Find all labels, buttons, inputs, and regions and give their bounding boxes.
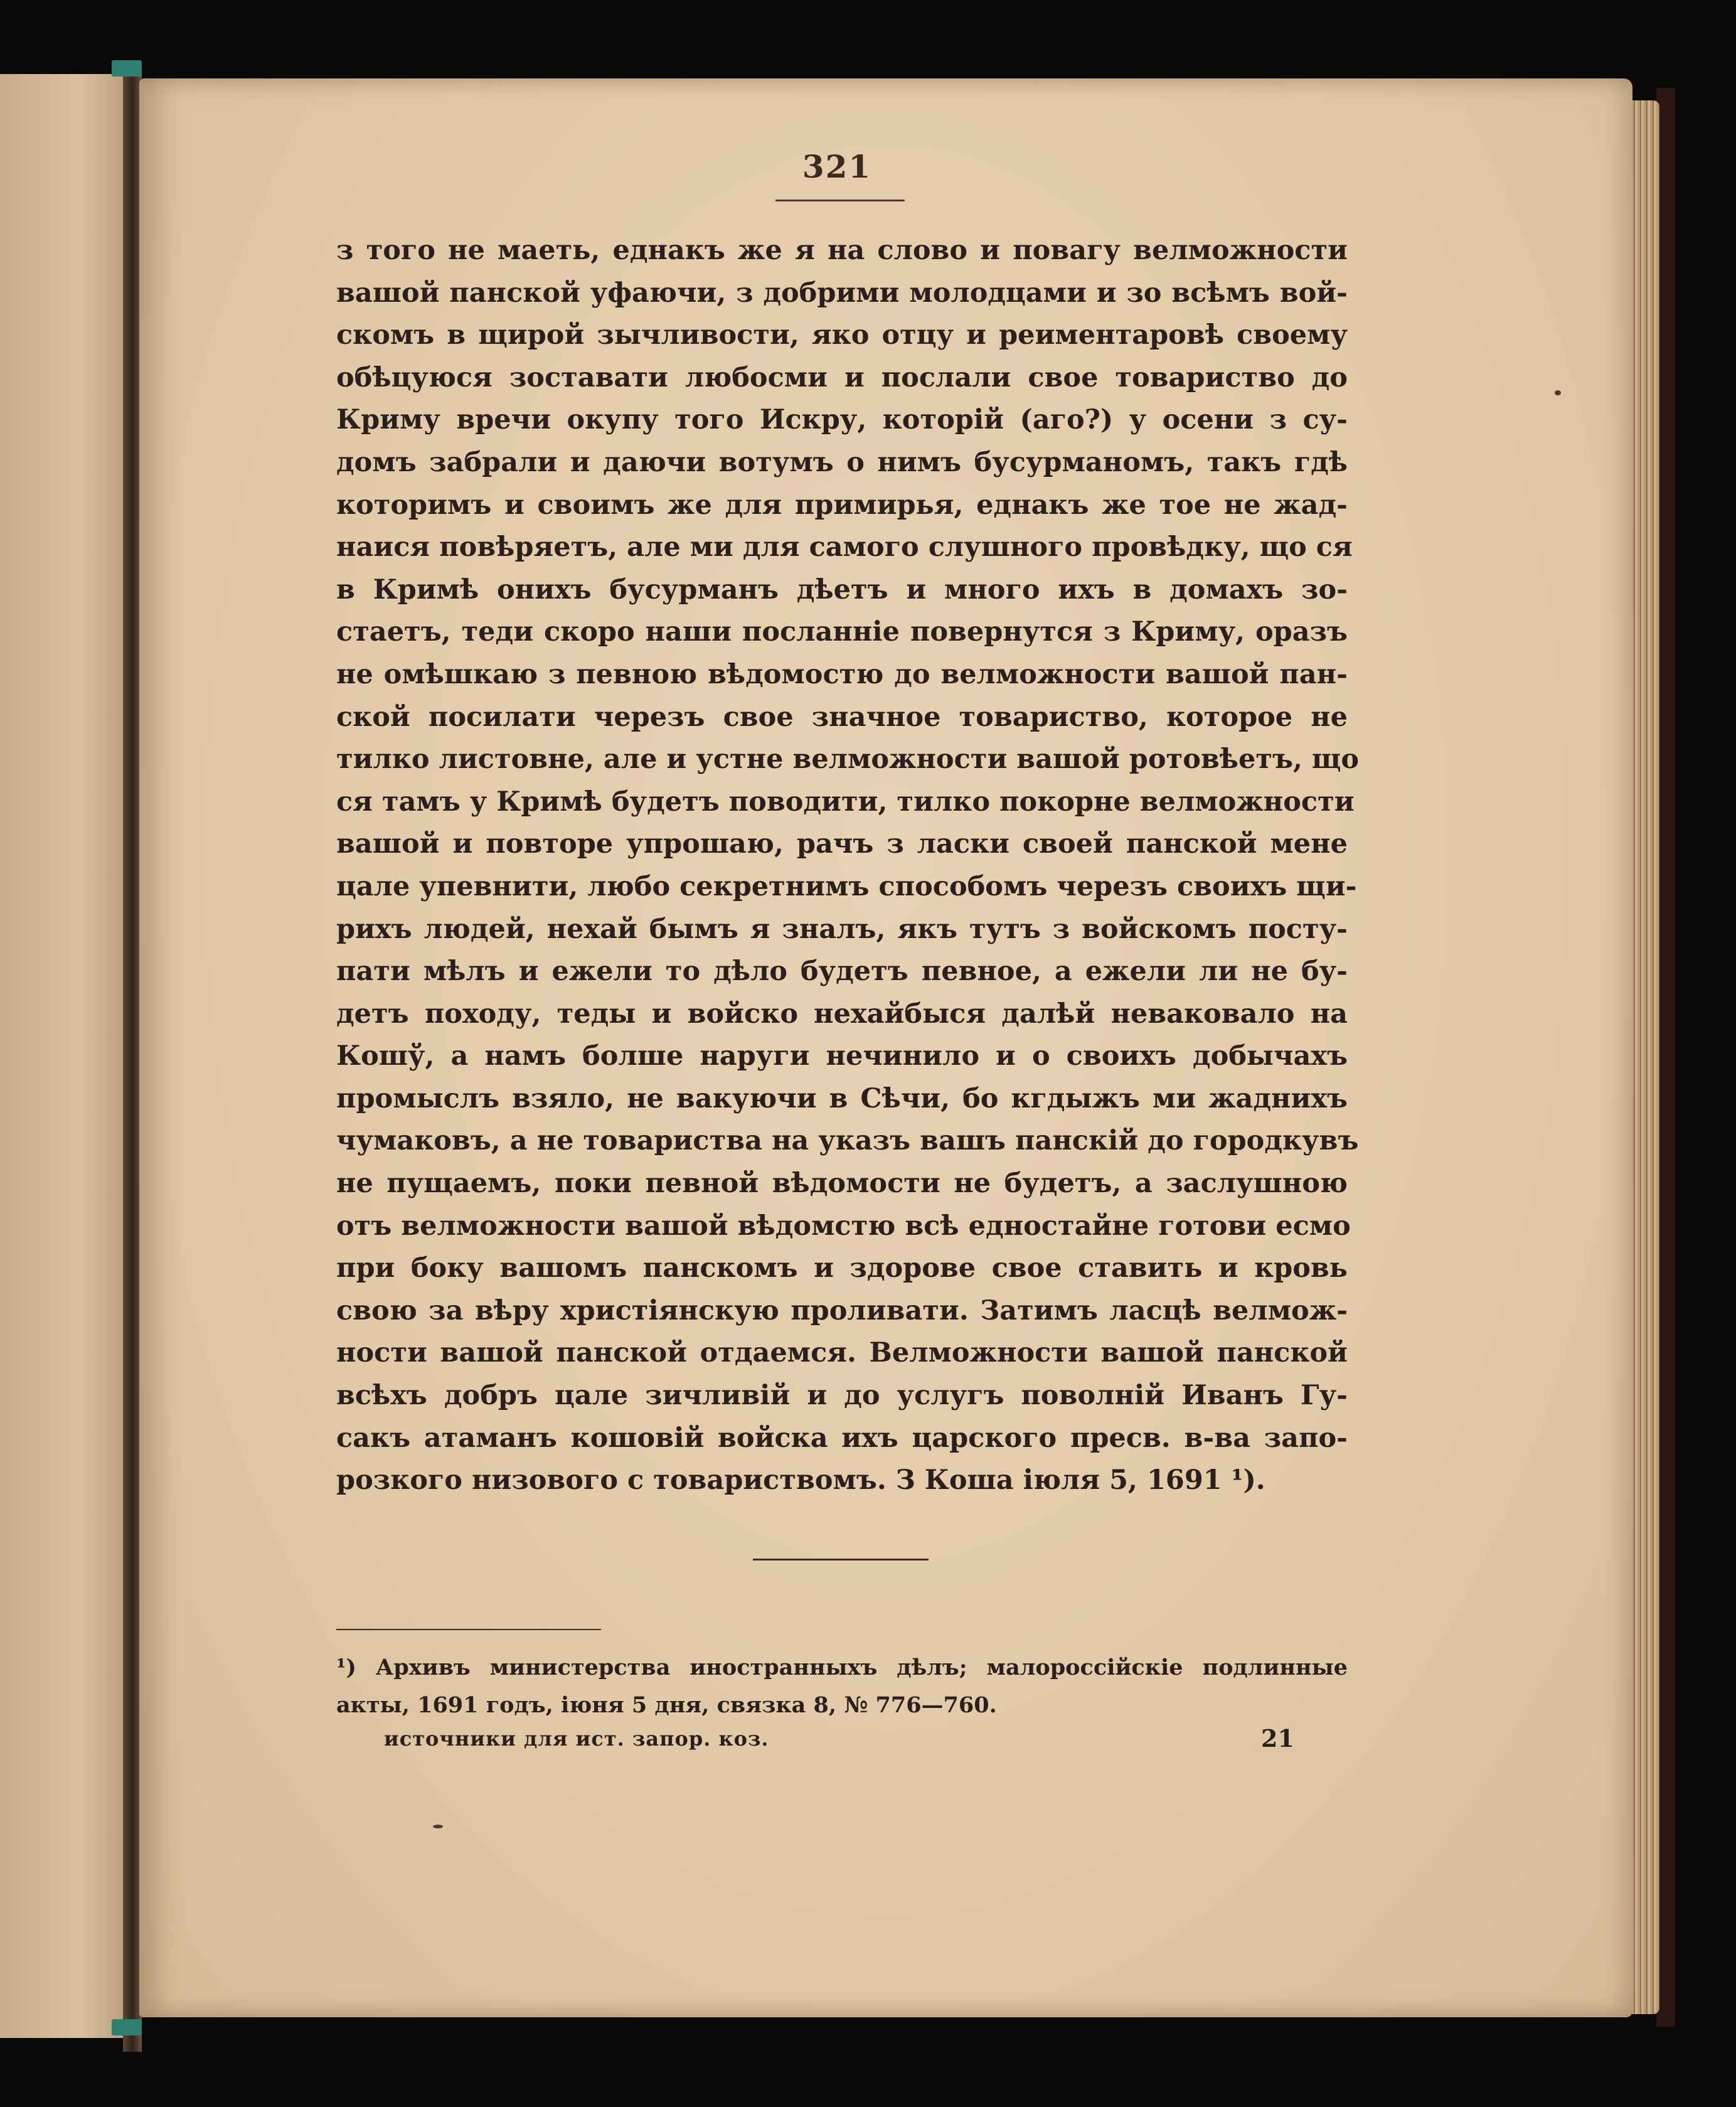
paper-speck: [1555, 390, 1561, 395]
binding-thread-bottom: [112, 2019, 142, 2035]
text-line: в Кримѣ онихъ бусурманъ дѣетъ и много ихъ в домахъ зо-: [336, 573, 1348, 605]
text-line: з того не маеть, еднакъ же я на слово и повагу велможности: [336, 235, 1348, 266]
text-line: ской посилати черезъ свое значное товариство, которое не: [336, 701, 1348, 733]
text-line: при боку вашомъ панскомъ и здорове свое ставить и кровь: [336, 1252, 1348, 1284]
page-number: 321: [802, 148, 872, 185]
facing-page-edge: [0, 74, 133, 2038]
text-line: вашой и повторе упрошаю, рачъ з ласки своей панской мене: [336, 828, 1348, 860]
text-line: розкого низового с товариствомъ. З Коша іюля 5, 1691 ¹).: [336, 1464, 1265, 1496]
text-line: пати мѣлъ и ежели то дѣло будетъ певное, а ежели ли не бу-: [336, 956, 1348, 988]
text-line: промыслъ взяло, не вакуючи в Сѣчи, бо кгдыжъ ми жаднихъ: [336, 1082, 1348, 1114]
body-text: [336, 230, 1360, 1502]
text-line: домъ забрали и даючи вотумъ о нимъ бусурманомъ, такъ гдѣ: [336, 446, 1348, 478]
text-line: скомъ в щирой зычливости, яко отцу и реиментаровѣ своему: [336, 319, 1348, 351]
text-line: всѣхъ добръ цале зичливій и до услугъ поволній Иванъ Гу-: [336, 1380, 1348, 1412]
signature-mark: источники для ист. запор. коз.: [384, 1727, 769, 1751]
footnote-line: акты, 1691 годъ, іюня 5 дня, связка 8, № 776—760.: [336, 1692, 997, 1718]
sheet-number: 21: [1261, 1724, 1294, 1752]
text-line: которимъ и своимъ же для примирья, еднакъ же тое не жад-: [336, 489, 1348, 521]
text-line: обѣцуюся зоставати любосми и послали свое товариство до: [336, 361, 1348, 393]
text-line: Криму вречи окупу того Искру, которій (аго?) у осени з су-: [336, 404, 1348, 436]
footnote: [336, 1649, 1348, 1724]
text-line: не омѣшкаю з певною вѣдомостю до велможности вашой пан-: [336, 658, 1348, 690]
text-line: не пущаемъ, поки певной вѣдомости не будетъ, а заслушною: [336, 1168, 1348, 1200]
text-line: детъ походу, теды и войско нехайбыся далѣй неваковало на: [336, 998, 1348, 1030]
text-line: стаетъ, теди скоро наши посланніе повернутся з Криму, оразъ: [336, 616, 1348, 648]
text-line: цале упевнити, любо секретнимъ способомъ черезъ своихъ щи-: [336, 870, 1357, 902]
text-line: свою за вѣру христіянскую проливати. Затимъ ласцѣ велмож-: [336, 1294, 1348, 1326]
text-line: вашой панской уфаючи, з добрими молодцами и зо всѣмъ вой-: [336, 277, 1348, 309]
text-line: Кошў, а намъ болше наруги нечинило и о своихъ добычахъ: [336, 1040, 1348, 1072]
page-number-rule: [775, 200, 905, 201]
text-line: рихъ людей, нехай бымъ я зналъ, якъ тутъ з войскомъ посту-: [336, 913, 1348, 945]
paper-speck: [433, 1825, 443, 1828]
text-line: ности вашой панской отдаемся. Велможности вашой панской: [336, 1337, 1348, 1369]
text-line: чумаковъ, а не товариства на указъ вашъ панскій до городкувъ: [336, 1125, 1359, 1157]
binding-thread-top: [112, 60, 142, 77]
footnote-rule: [336, 1629, 601, 1630]
section-end-rule: [753, 1559, 929, 1560]
text-line: сакъ атаманъ кошовій войска ихъ царского пресв. в-ва запо-: [336, 1422, 1348, 1454]
footnote-line: ¹) Архивъ министерства иностранныхъ дѣлъ; малороссійскіе подлинные: [336, 1655, 1348, 1680]
text-line: ся тамъ у Кримѣ будетъ поводити, тилко покорне велможности: [336, 786, 1355, 818]
text-line: тилко листовне, але и устне велможности вашой ротовѣетъ, що: [336, 744, 1360, 776]
text-line: наися повѣряетъ, але ми для самого слушного провѣдку, що ся: [336, 531, 1353, 563]
text-line: отъ велможности вашой вѣдомстю всѣ едностайне готови есмо: [336, 1210, 1351, 1242]
